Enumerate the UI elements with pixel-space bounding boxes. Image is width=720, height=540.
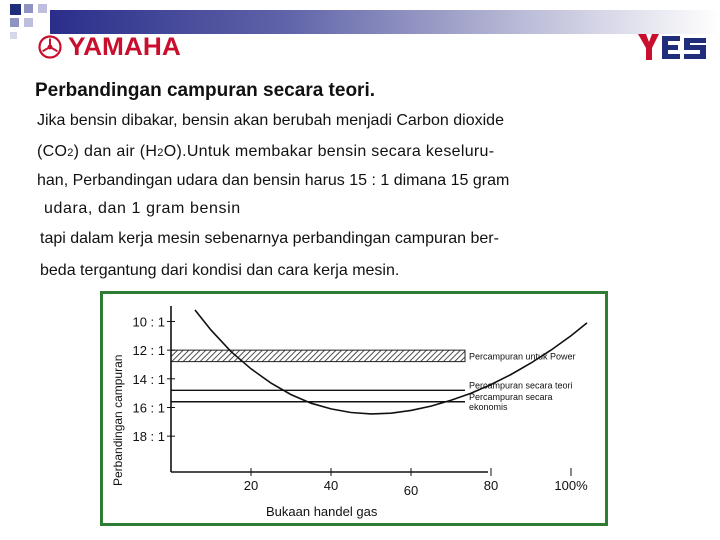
body-line-2-b: ) dan air (H: [73, 143, 158, 160]
body-line-2: [37, 143, 667, 162]
body-line-4: udara, dan 1 gram bensin: [44, 200, 241, 217]
x-axis-label: Bukaan handel gas: [266, 504, 378, 519]
square-decoration: [10, 32, 17, 39]
body-line-2-a: (CO: [37, 143, 68, 160]
power-mixture-band: [171, 350, 465, 361]
square-decoration: [10, 18, 19, 27]
y-axis-label: Perbandingan campuran: [111, 354, 125, 486]
square-decoration: [38, 4, 47, 13]
x-tick-label: 100%: [554, 478, 588, 493]
subscript-2: 2: [67, 147, 74, 159]
x-tick-label: 80: [483, 478, 499, 493]
mixture-ratio-chart: [100, 291, 608, 526]
chart-svg: [103, 294, 605, 523]
body-line-5: tapi dalam kerja mesin sebenarnya perbandingan campuran ber-: [40, 230, 499, 247]
y-tick-label: 14 : 1: [132, 371, 165, 387]
y-tick-label: 18 : 1: [132, 429, 165, 445]
economic-annotation-line-2: ekonomis: [469, 401, 508, 412]
body-line-1: Jika bensin dibakar, bensin akan berubah menjadi Carbon dioxide: [37, 112, 504, 129]
header-gradient-bar: [50, 10, 720, 34]
body-line-3: han, Perbandingan udara dan bensin harus 15 : 1 dimana 15 gram: [37, 172, 510, 189]
subscript-2: 2: [157, 147, 164, 159]
body-line-6: beda tergantung dari kondisi dan cara kerja mesin.: [40, 262, 400, 279]
theory-annotation: Percampuran secara teori: [469, 380, 573, 391]
x-tick-label: 60: [403, 483, 419, 498]
square-decoration: [24, 4, 33, 13]
power-annotation: Percampuran untuk Power: [469, 351, 576, 362]
slide-title: Perbandingan campuran secara teori.: [35, 80, 376, 101]
brand-name: YAMAHA: [68, 32, 181, 61]
square-decoration: [24, 18, 33, 27]
yes-logo: [636, 32, 708, 62]
body-line-2-c: O).Untuk membakar bensin secara keseluru-: [163, 143, 495, 160]
y-tick-label: 10 : 1: [132, 314, 165, 330]
x-tick-label: 20: [243, 478, 259, 493]
y-tick-label: 16 : 1: [132, 400, 165, 416]
tuning-fork-emblem-icon: [36, 35, 64, 59]
x-tick-label: 40: [323, 478, 339, 493]
economic-annotation-line-1: Percampuran secara: [469, 391, 553, 402]
y-tick-label: 12 : 1: [132, 343, 165, 359]
square-decoration: [10, 4, 21, 15]
yamaha-logo: [36, 32, 181, 61]
